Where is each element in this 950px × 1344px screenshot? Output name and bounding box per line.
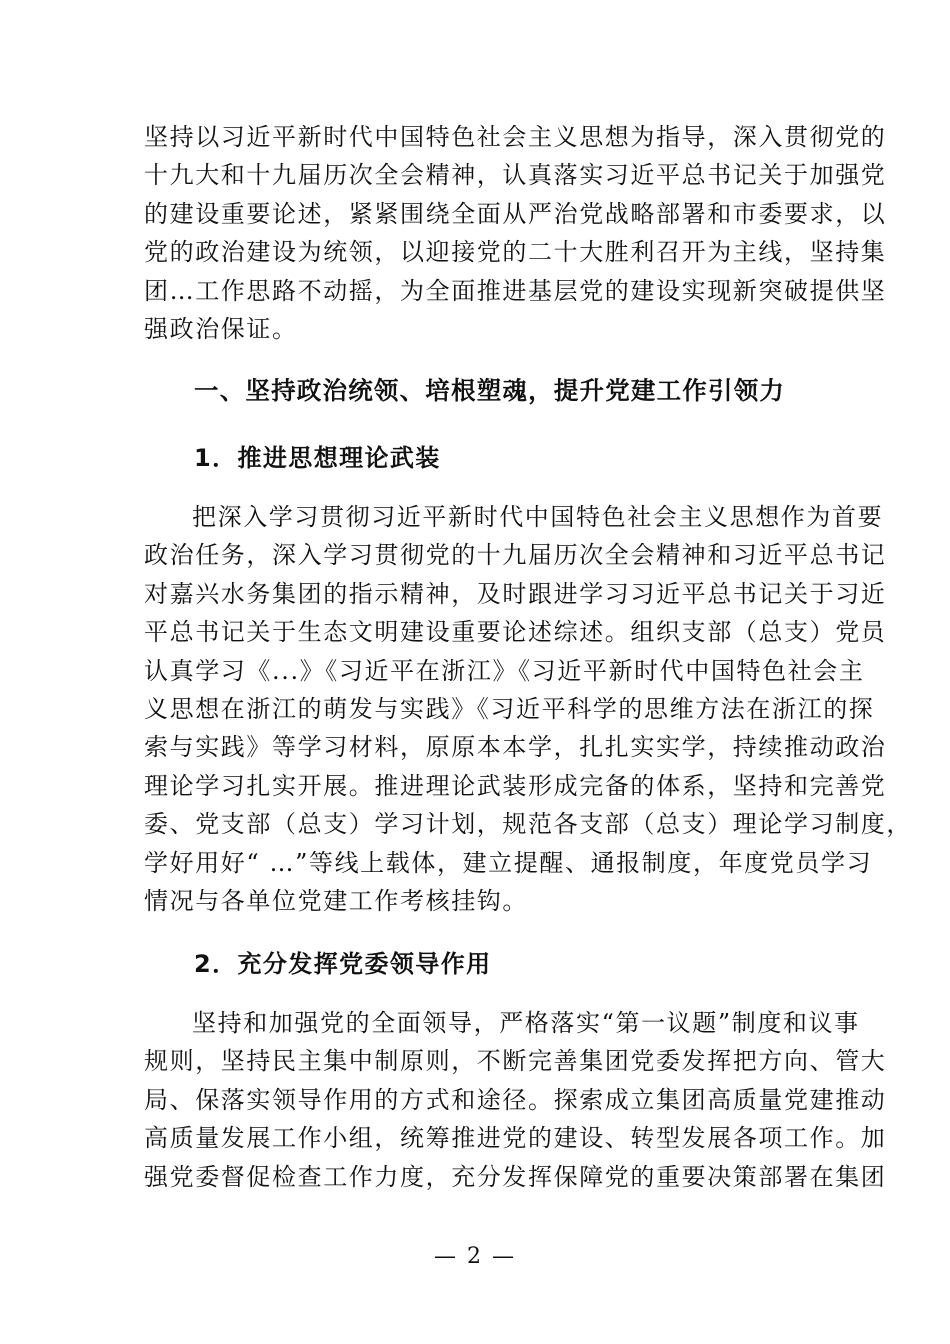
sub1-line-8: 理论学习扎实开展。推进理论武装形成完备的体系，坚持和完善党	[144, 771, 887, 800]
sub1-line-5: 认真学习《...》《习近平在浙江》《习近平新时代中国特色社会主	[144, 656, 865, 685]
sub1-line-4: 平总书记关于生态文明建设重要论述综述。组织支部（总支）党员	[144, 618, 887, 647]
intro-line-5: 团…工作思路不动摇，为全面推进基层党的建设实现新突破提供坚	[144, 276, 887, 305]
sub1-line-3: 对嘉兴水务集团的指示精神，及时跟进学习习近平总书记关于习近	[144, 579, 887, 608]
intro-line-6: 强政治保证。	[144, 315, 298, 344]
sub1-line-2: 政治任务，深入学习贯彻党的十九届历次全会精神和习近平总书记	[144, 541, 887, 570]
intro-line-2: 十九大和十九届历次全会精神，认真落实习近平总书记关于加强党	[144, 161, 887, 190]
page-number: — 2 —	[434, 1244, 516, 1269]
sub1-line-1: 把深入学习贯彻习近平新时代中国特色社会主义思想作为首要	[192, 503, 884, 531]
subsection-heading-2: 2．充分发挥党委领导作用	[194, 950, 492, 978]
intro-paragraph	[144, 118, 887, 348]
sub2-line-2: 规则，坚持民主集中制原则，不断完善集团党委发挥把方向、管大	[144, 1047, 887, 1076]
sub1-line-9: 委、党支部（总支）学习计划，规范各支部（总支）理论学习制度，	[144, 810, 912, 839]
sub1-line-7: 索与实践》等学习材料，原原本本学，扎扎实实学，持续推动政治	[144, 733, 887, 762]
intro-line-1: 坚持以习近平新时代中国特色社会主义思想为指导，深入贯彻党的	[144, 123, 887, 151]
subsection-1-paragraph	[144, 498, 912, 920]
subsection-heading-1: 1．推进思想理论武装	[194, 444, 441, 472]
intro-line-3: 的建设重要论述，紧紧围绕全面从严治党战略部署和市委要求，以	[144, 199, 887, 228]
sub2-line-4: 高质量发展工作小组，统筹推进党的建设、转型发展各项工作。加	[144, 1124, 887, 1153]
section-heading: 一、坚持政治统领、培根塑魂，提升党建工作引领力	[194, 376, 786, 405]
sub2-line-3: 局、保落实领导作用的方式和途径。探索成立集团高质量党建推动	[144, 1085, 887, 1114]
sub1-line-10: 学好用好“ …”等线上载体，建立提醒、通报制度，年度党员学习	[144, 848, 873, 877]
intro-line-4: 党的政治建设为统领，以迎接党的二十大胜利召开为主线，坚持集	[144, 238, 887, 267]
sub2-line-5: 强党委督促检查工作力度，充分发挥保障党的重要决策部署在集团	[144, 1162, 887, 1191]
sub2-line-1: 坚持和加强党的全面领导，严格落实“第一议题”制度和议事	[192, 1009, 860, 1037]
sub1-line-11: 情况与各单位党建工作考核挂钩。	[144, 887, 528, 916]
sub1-line-6: 义思想在浙江的萌发与实践》《习近平科学的思维方法在浙江的探	[144, 695, 875, 724]
subsection-2-paragraph	[144, 1004, 887, 1196]
